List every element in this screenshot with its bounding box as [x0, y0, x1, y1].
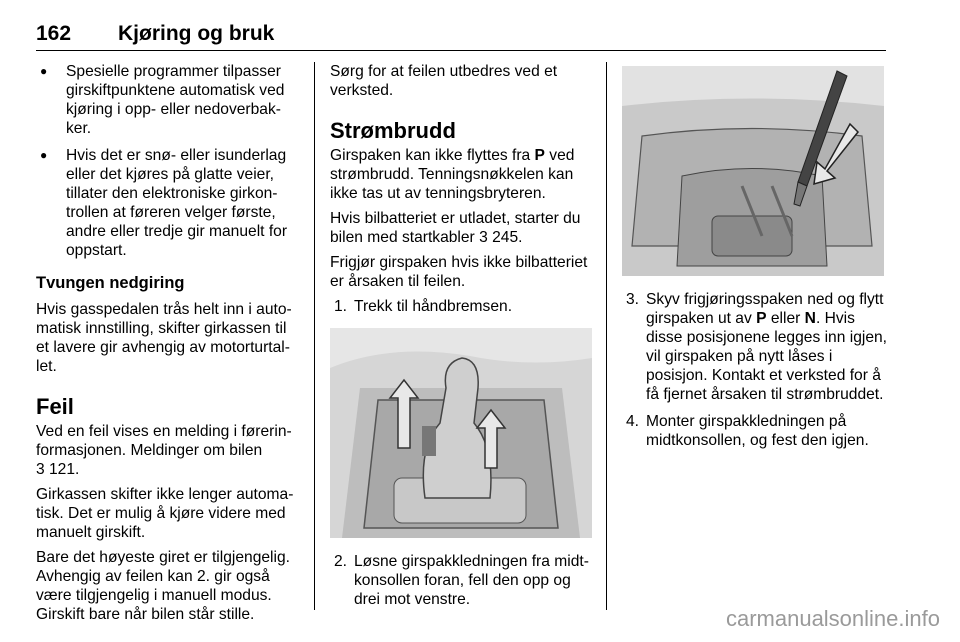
bullet-item: ● Hvis det er snø- eller isunderlag eller det kjøres på glatte veier, tillater den elektroniske girkontrollen at føreren velger første, andre eller tredje gir manuelt for oppstart.	[36, 146, 298, 260]
bullet-item: ● Spesielle programmer tilpasser girskiftpunktene automatisk ved kjøring i opp- eller nedoverbakker.	[36, 62, 298, 138]
gear-lever-illustration	[330, 328, 592, 538]
column-left	[36, 62, 298, 630]
paragraph: Girspaken kan ikke flyttes fra P ved strømbrudd. Tenningsnøkkelen kan ikke tas ut av tenningsbryteren.	[330, 147, 575, 202]
paragraph: Ved en feil vises en melding i førerinformasjonen. Meldinger om bilen 3 121.	[36, 423, 292, 478]
release-lever-illustration	[622, 66, 884, 276]
gear-position-p: P	[534, 147, 545, 164]
step-item: 2. Løsne girspakkledningen fra midtkonsollen foran, fell den opp og drei mot venstre.	[334, 553, 589, 608]
step-number: 1.	[334, 298, 348, 315]
column-middle	[330, 62, 592, 617]
paragraph: Girkassen skifter ikke lenger automatisk. Det er mulig å kjøre videre med manuelt girskift.	[36, 486, 294, 541]
page-header	[36, 22, 886, 51]
heading-feil: Feil	[36, 394, 74, 419]
heading-strombrudd: Strømbrudd	[330, 118, 456, 143]
page-reference-link[interactable]: 3 121.	[36, 461, 80, 478]
step-number: 4.	[626, 413, 640, 430]
page-reference-link[interactable]: 3 245.	[479, 229, 523, 246]
paragraph: Frigjør girspaken hvis ikke bilbatteriet er årsaken til feilen.	[330, 254, 588, 290]
watermark: carmanualsonline.info	[725, 606, 940, 631]
page-number: 162	[36, 22, 72, 45]
gear-position-n: N	[804, 310, 816, 327]
paragraph: Sørg for at feilen utbedres ved et verksted.	[330, 63, 558, 99]
column-divider	[606, 62, 607, 610]
step-item: 3. Skyv frigjøringsspaken ned og flytt girspaken ut av P eller N. Hvis disse posisjonene legges inn igjen, vil girspaken på nytt låses i posisjon. Kontakt et verksted for å få fjernet årsaken til strømbruddet.	[626, 291, 888, 403]
gear-position-p: P	[756, 310, 767, 327]
heading-tvungen-nedgiring: Tvungen nedgiring	[36, 274, 185, 292]
step-number: 3.	[626, 291, 640, 308]
paragraph: Hvis bilbatteriet er utladet, starter du bilen med startkabler 3 245.	[330, 210, 581, 246]
column-right	[622, 62, 890, 458]
paragraph: Hvis gasspedalen trås helt inn i automatisk innstilling, skifter girkassen til et lavere gir avhengig av motorturtallet.	[36, 301, 292, 375]
chapter-title: Kjøring og bruk	[118, 22, 275, 45]
column-divider	[314, 62, 315, 610]
paragraph: Bare det høyeste giret er tilgjengelig. Avhengig av feilen kan 2. gir også være tilgjengelig i manuell modus. Girskift bare når bilen står stille.	[36, 549, 290, 623]
step-item: 1. Trekk til håndbremsen.	[334, 298, 513, 315]
step-number: 2.	[334, 553, 348, 570]
step-item: 4. Monter girspakkledningen på midtkonsollen, og fest den igjen.	[626, 413, 869, 449]
